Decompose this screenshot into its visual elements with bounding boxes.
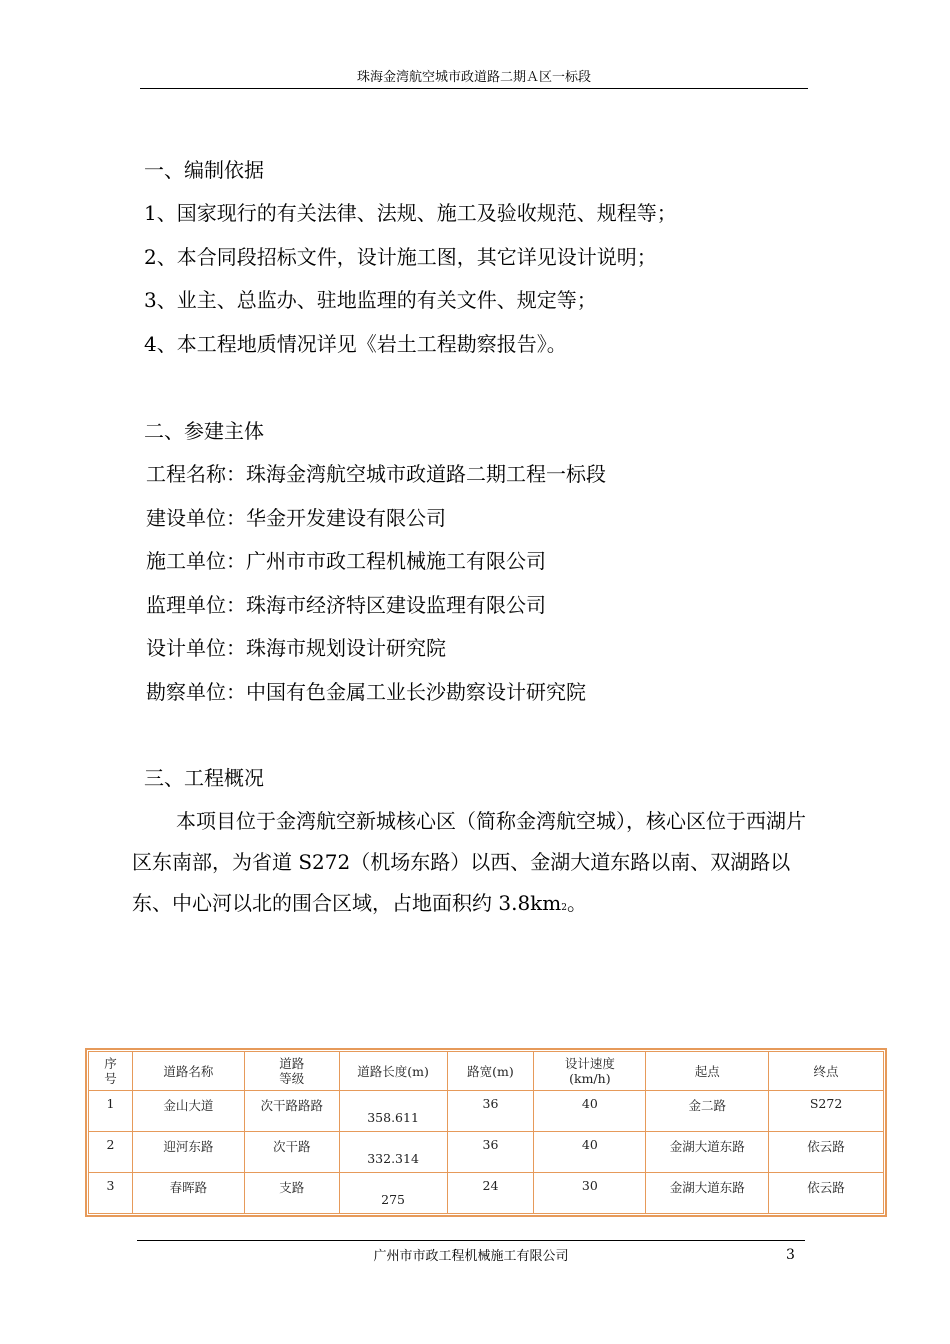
header-cell-road-width: 路宽(m)	[447, 1052, 534, 1091]
header-rule	[140, 88, 808, 89]
table-cell: 36	[447, 1132, 534, 1173]
participant-item: 设计单位：珠海市规划设计研究院	[146, 636, 446, 660]
header-cell-design-speed: 设计速度 (km/h)	[534, 1052, 646, 1091]
table-cell: 1	[89, 1091, 133, 1132]
table-header-row	[89, 1052, 884, 1091]
footer-company: 广州市市政工程机械施工有限公司	[373, 1249, 569, 1264]
table-cell: 次干路	[244, 1132, 339, 1173]
table-cell: 36	[447, 1091, 534, 1132]
table-cell: 2	[89, 1132, 133, 1173]
table-cell: 275	[339, 1173, 447, 1214]
header-cell-end: 终点	[769, 1052, 884, 1091]
overview-paragraph-end: 。	[566, 891, 587, 915]
table-cell: 332.314	[339, 1132, 447, 1173]
table-cell: 迎河东路	[132, 1132, 244, 1173]
header-cell-index: 序 号	[89, 1052, 133, 1091]
participant-item: 建设单位：华金开发建设有限公司	[146, 506, 446, 530]
table-row	[89, 1173, 884, 1214]
table-cell: 依云路	[769, 1173, 884, 1214]
header-cell-start: 起点	[646, 1052, 769, 1091]
table-cell: 支路	[244, 1173, 339, 1214]
table-cell: 40	[534, 1091, 646, 1132]
table-cell: 40	[534, 1132, 646, 1173]
overview-paragraph	[132, 801, 812, 929]
table-cell: 金湖大道东路	[646, 1132, 769, 1173]
overview-superscript: 2	[561, 903, 567, 913]
participant-item: 施工单位：广州市市政工程机械施工有限公司	[146, 549, 546, 573]
table-cell: 金湖大道东路	[646, 1173, 769, 1214]
section-heading-participants: 二、参建主体	[144, 419, 264, 443]
header-cell-road-grade: 道路 等级	[244, 1052, 339, 1091]
table-cell: 金山大道	[132, 1091, 244, 1132]
header-cell-road-length: 道路长度(m)	[339, 1052, 447, 1091]
table-cell: 金二路	[646, 1091, 769, 1132]
basis-item: 3、业主、总监办、驻地监理的有关文件、规定等；	[144, 288, 597, 312]
table-cell: S272	[769, 1091, 884, 1132]
table-row	[89, 1132, 884, 1173]
section-heading-basis: 一、编制依据	[144, 158, 264, 182]
table-row	[89, 1091, 884, 1132]
table-cell: 春晖路	[132, 1173, 244, 1214]
table-cell: 30	[534, 1173, 646, 1214]
table-cell: 依云路	[769, 1132, 884, 1173]
participant-item: 工程名称：珠海金湾航空城市政道路二期工程一标段	[146, 462, 606, 486]
table-cell: 24	[447, 1173, 534, 1214]
participant-item: 监理单位：珠海市经济特区建设监理有限公司	[146, 593, 546, 617]
page-number: 3	[786, 1247, 795, 1263]
road-table	[88, 1051, 884, 1214]
header-cell-road-name: 道路名称	[132, 1052, 244, 1091]
table-cell: 次干路路路	[244, 1091, 339, 1132]
overview-paragraph-text: 本项目位于金湾航空新城核心区（简称金湾航空城），核心区位于西湖片区东南部，为省道 S272（机场东路）以西、金湖大道东路以南、双湖路以东、中心河以北的围合区域，占地面积约 3.8km	[132, 809, 806, 915]
basis-item: 2、本合同段招标文件，设计施工图，其它详见设计说明；	[144, 245, 657, 269]
basis-item: 1、国家现行的有关法律、法规、施工及验收规范、规程等；	[144, 201, 677, 225]
basis-item: 4、本工程地质情况详见《岩土工程勘察报告》。	[144, 332, 567, 356]
page-header-title: 珠海金湾航空城市政道路二期Ａ区一标段	[356, 70, 591, 85]
table-cell: 358.611	[339, 1091, 447, 1132]
section-heading-overview: 三、工程概况	[144, 766, 264, 790]
participant-item: 勘察单位：中国有色金属工业长沙勘察设计研究院	[146, 680, 586, 704]
footer-rule	[137, 1240, 805, 1241]
table-cell: 3	[89, 1173, 133, 1214]
